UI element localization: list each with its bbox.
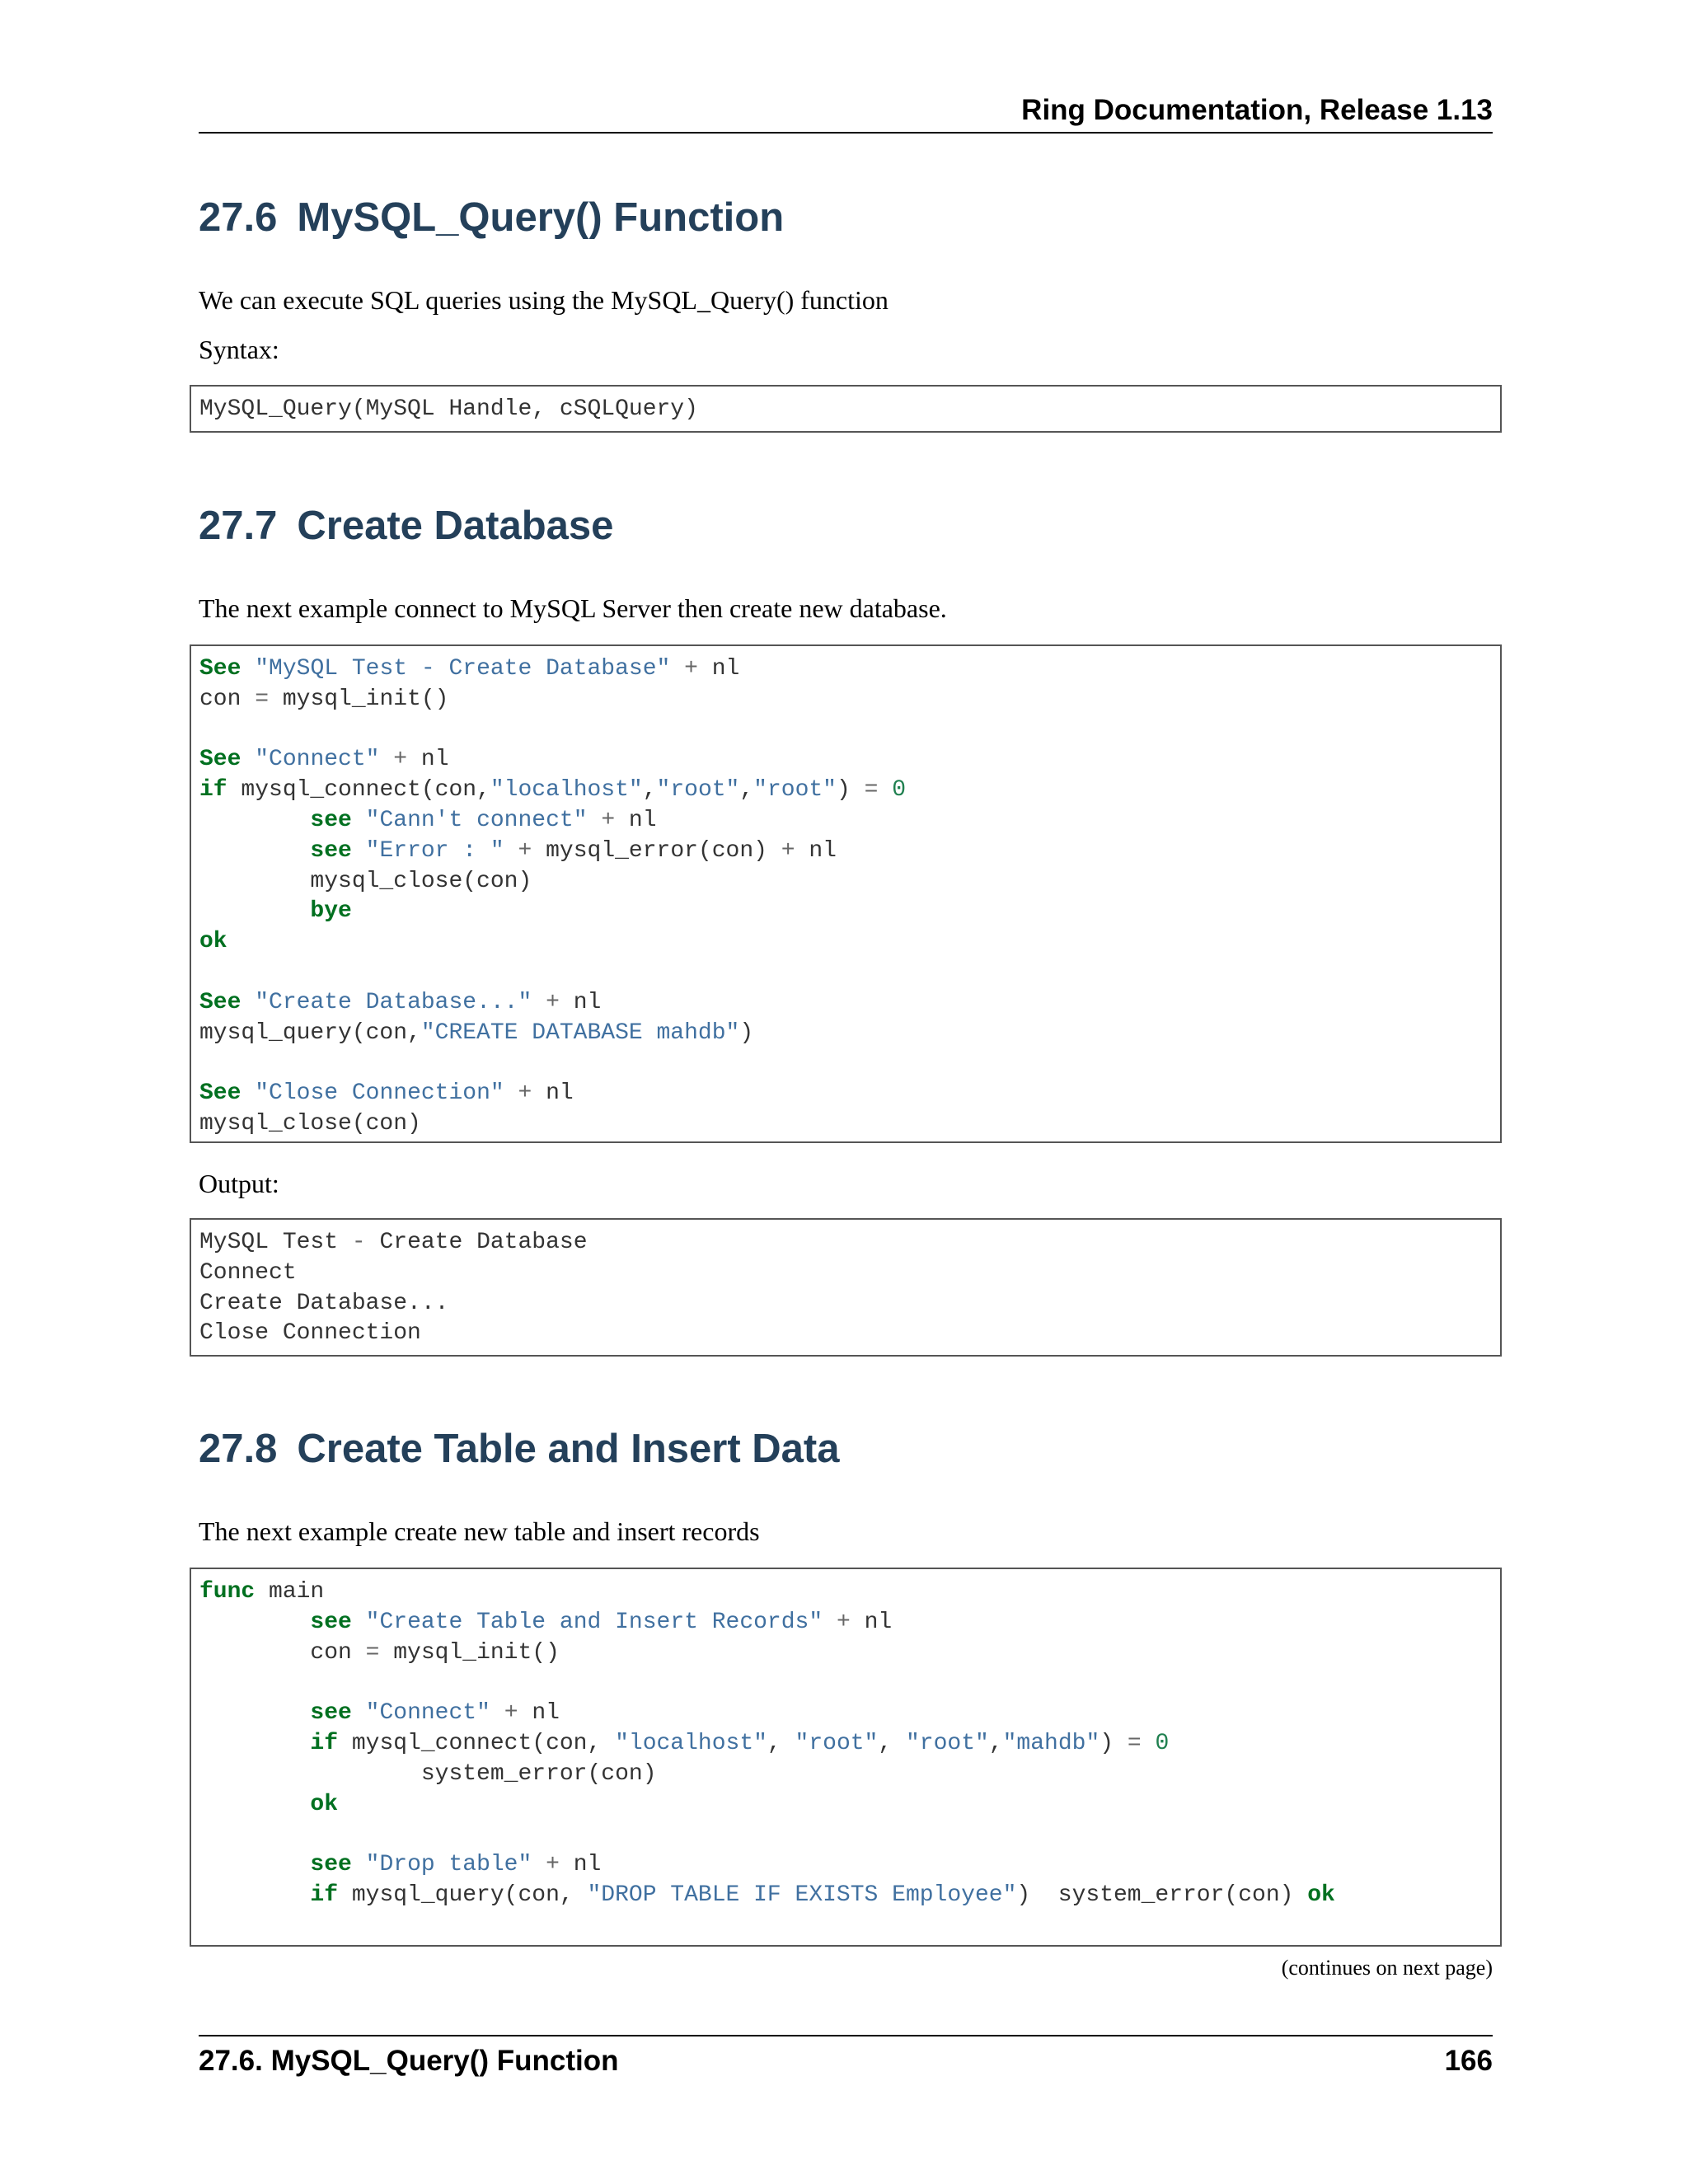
running-footer (199, 2035, 1493, 2077)
code-keyword: see (310, 1609, 352, 1635)
code-text (379, 747, 393, 772)
code-operator: + (518, 837, 532, 864)
code-string: "root" (795, 1730, 879, 1756)
code-string: "Drop table" (365, 1852, 532, 1878)
code-keyword: ok (1307, 1882, 1335, 1908)
section-heading-27-7 (199, 503, 613, 549)
code-number: 0 (1155, 1730, 1170, 1756)
code-text: con (199, 1639, 366, 1666)
code-text (241, 656, 255, 682)
code-line (199, 777, 906, 803)
code-line (199, 1792, 338, 1817)
code-string: "root" (656, 777, 740, 804)
code-line (199, 1260, 297, 1286)
code-text: nl (615, 807, 657, 833)
code-string: "DROP TABLE IF EXISTS Employee" (587, 1882, 1017, 1908)
code-keyword: ok (310, 1791, 339, 1817)
code-text (199, 1610, 310, 1635)
code-operator: + (518, 1080, 532, 1107)
code-text (352, 838, 366, 864)
code-text: mysql_init() (269, 686, 449, 712)
code-string: "root" (905, 1730, 989, 1756)
code-line (199, 929, 227, 954)
paragraph-create-table-intro: The next example create new table and insert records (199, 1516, 760, 1546)
code-text: system_error(con) (199, 1760, 657, 1787)
code-line (199, 1111, 421, 1137)
code-text (504, 838, 518, 864)
code-text (199, 808, 310, 833)
section-heading-27-8 (199, 1426, 839, 1472)
code-line (199, 1761, 657, 1787)
code-string: "localhost" (490, 777, 643, 804)
page-number: 166 (1444, 2045, 1493, 2077)
code-keyword: func (199, 1579, 256, 1605)
section-heading-27-6 (199, 194, 784, 241)
code-text: , (642, 777, 657, 804)
code-block-create-table (190, 1568, 1502, 1947)
code-text: nl (407, 747, 449, 773)
code-text (823, 1610, 837, 1635)
code-text (241, 1080, 255, 1106)
code-text: mysql_query(con, (338, 1882, 588, 1908)
code-text (878, 777, 892, 803)
code-line (199, 1080, 574, 1106)
code-text: nl (532, 1080, 574, 1107)
code-text (199, 1731, 310, 1756)
code-operator: + (393, 747, 408, 773)
code-text (352, 1610, 366, 1635)
code-string: "CREATE DATABASE mahdb" (420, 1019, 740, 1046)
code-block-syntax (190, 385, 1502, 433)
code-text (199, 1882, 310, 1908)
code-text (588, 808, 602, 833)
code-operator: + (504, 1700, 518, 1727)
code-text: nl (559, 1852, 602, 1878)
code-string: "Connect" (365, 1700, 490, 1727)
code-keyword: See (199, 989, 241, 1015)
code-listing (191, 387, 1500, 433)
code-string: "localhost" (615, 1730, 767, 1756)
code-line (199, 898, 352, 924)
document-title: Ring Documentation, Release 1.13 (1021, 94, 1493, 126)
code-text (670, 656, 684, 682)
code-string: "MySQL Test - Create Database" (255, 656, 671, 682)
section-title: MySQL_Query() Function (297, 195, 785, 240)
code-line (199, 808, 657, 833)
code-line (199, 1700, 560, 1726)
code-line (199, 869, 532, 894)
code-text: nl (850, 1609, 893, 1635)
code-text: mysql_error(con) (532, 837, 781, 864)
code-text (241, 747, 255, 772)
code-string: "Create Database..." (255, 989, 532, 1015)
code-text: , (767, 1730, 795, 1756)
code-operator: = (864, 777, 879, 804)
code-operator: = (1127, 1730, 1142, 1756)
code-number: 0 (892, 777, 907, 804)
code-listing (191, 1220, 1500, 1357)
code-line (199, 1230, 588, 1255)
code-operator: - (351, 1230, 366, 1255)
code-text (199, 838, 310, 864)
continuation-note: (continues on next page) (1281, 1956, 1493, 1980)
code-text: nl (795, 837, 837, 864)
section-title: Create Database (297, 504, 614, 548)
code-text (199, 1792, 310, 1817)
code-text (532, 990, 546, 1015)
code-text: ) (1100, 1730, 1128, 1756)
code-text: Connect (199, 1259, 297, 1286)
code-line (199, 656, 739, 682)
code-text: , (739, 777, 754, 804)
code-keyword: see (310, 1852, 352, 1878)
footer-section-title: 27.6. MySQL_Query() Function (199, 2045, 619, 2077)
code-keyword: bye (310, 898, 352, 925)
code-line (199, 1882, 1335, 1908)
code-line (199, 1291, 448, 1316)
paragraph-query-intro: We can execute SQL queries using the MySQL_Query() function (199, 285, 889, 315)
paragraph-syntax-label: Syntax: (199, 335, 279, 364)
code-text: mysql_init() (379, 1639, 560, 1666)
code-keyword: see (310, 837, 352, 864)
code-text: Create Database... (199, 1290, 449, 1316)
section-number: 27.8 (199, 1427, 278, 1471)
section-number: 27.6 (199, 195, 278, 240)
code-string: "mahdb" (1002, 1730, 1100, 1756)
paragraph-create-db-intro: The next example connect to MySQL Server then create new database. (199, 593, 947, 623)
code-operator: + (546, 989, 560, 1015)
code-line (199, 396, 698, 422)
code-text: mysql_query(con, (199, 1019, 421, 1046)
code-text (504, 1080, 518, 1106)
code-keyword: See (199, 656, 241, 682)
code-text (199, 1700, 310, 1726)
code-text: mysql_connect(con, (227, 777, 490, 804)
code-text (490, 1700, 504, 1726)
code-text (352, 1852, 366, 1877)
code-text: MySQL_Query(MySQL Handle, cSQLQuery) (199, 396, 698, 422)
code-block-output (190, 1218, 1502, 1357)
code-text: , (878, 1730, 906, 1756)
code-text: mysql_close(con) (199, 1110, 421, 1137)
code-listing (191, 646, 1500, 1143)
code-string: "Connect" (255, 747, 380, 773)
code-text: , (988, 1730, 1003, 1756)
code-keyword: if (310, 1882, 339, 1908)
code-keyword: see (310, 807, 352, 833)
code-text: Create Database (365, 1230, 588, 1255)
code-operator: + (781, 837, 795, 864)
code-text (199, 1852, 310, 1877)
code-string: "Create Table and Insert Records" (365, 1609, 823, 1635)
code-operator: + (601, 807, 616, 833)
code-operator: + (684, 656, 698, 682)
code-operator: = (255, 686, 270, 712)
code-text (1142, 1731, 1156, 1756)
code-line (199, 1320, 421, 1346)
code-keyword: See (199, 747, 241, 773)
code-line (199, 990, 601, 1015)
code-keyword: if (310, 1730, 339, 1756)
code-text: con (199, 686, 256, 712)
code-text: MySQL Test (199, 1230, 352, 1255)
code-string: "Error : " (365, 837, 504, 864)
code-text: Close Connection (199, 1320, 421, 1347)
code-text: mysql_close(con) (199, 868, 532, 894)
code-text (532, 1852, 546, 1877)
code-string: "Cann't connect" (365, 807, 588, 833)
code-text (352, 1700, 366, 1726)
code-line (199, 1640, 560, 1666)
code-line (199, 1020, 753, 1046)
code-line (199, 747, 449, 772)
code-text: main (255, 1579, 325, 1605)
code-text: nl (559, 989, 602, 1015)
paragraph-output-label: Output: (199, 1169, 279, 1198)
code-line (199, 1610, 892, 1635)
code-text: ) (837, 777, 865, 804)
code-line (199, 687, 448, 712)
code-text: nl (697, 656, 740, 682)
code-keyword: see (310, 1700, 352, 1727)
code-operator: + (836, 1609, 851, 1635)
code-line (199, 1852, 601, 1877)
code-listing (191, 1569, 1500, 1919)
code-text: ) system_error(con) (1016, 1882, 1308, 1908)
code-text: mysql_connect(con, (338, 1730, 616, 1756)
code-text: ) (739, 1019, 754, 1046)
code-line (199, 1579, 324, 1605)
running-header (199, 91, 1493, 134)
code-keyword: if (199, 777, 227, 804)
code-keyword: ok (199, 929, 227, 955)
code-text (352, 808, 366, 833)
code-string: "Close Connection" (255, 1080, 504, 1107)
code-keyword: See (199, 1080, 241, 1107)
code-text (199, 898, 310, 924)
section-title: Create Table and Insert Data (297, 1427, 840, 1471)
code-operator: + (546, 1852, 560, 1878)
code-operator: = (365, 1639, 380, 1666)
code-line (199, 1731, 1169, 1756)
code-text: nl (518, 1700, 560, 1727)
section-number: 27.7 (199, 504, 278, 548)
code-block-create-database (190, 644, 1502, 1143)
code-line (199, 838, 837, 864)
code-text (241, 990, 255, 1015)
code-string: "root" (753, 777, 837, 804)
